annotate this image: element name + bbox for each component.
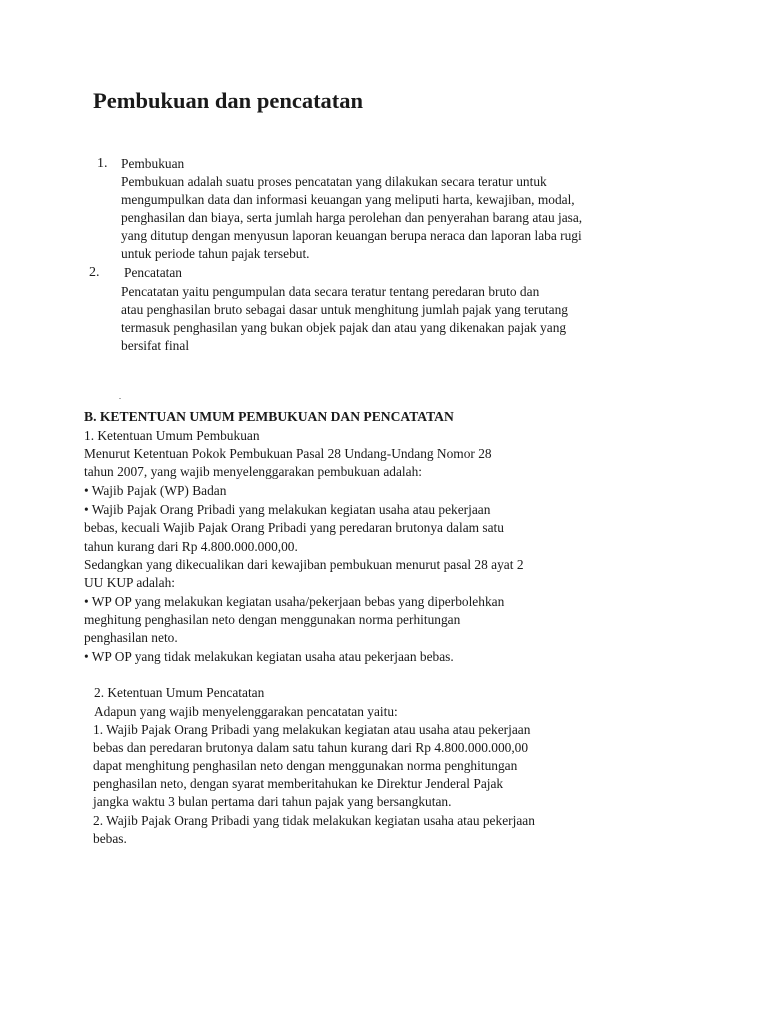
paragraph-line: Pencatatan yaitu pengumpulan data secara teratur tentang peredaran bruto dan (121, 284, 540, 299)
list-heading-pembukuan: Pembukuan (121, 156, 185, 171)
section-2-line: bebas. (93, 831, 127, 846)
paragraph-line: Pembukuan adalah suatu proses pencatatan yang dilakukan secara teratur untuk (121, 174, 547, 189)
bullet-item: • Wajib Pajak (WP) Badan (84, 483, 227, 498)
section-2-line: 1. Wajib Pajak Orang Pribadi yang melakukan kegiatan atau usaha atau pekerjaan (93, 722, 531, 737)
stray-dot: . (119, 392, 121, 401)
list-number-2: 2. (89, 265, 100, 280)
bullet-item: • Wajib Pajak Orang Pribadi yang melakukan kegiatan usaha atau pekerjaan (84, 502, 491, 517)
section-2-line: bebas dan peredaran brutonya dalam satu tahun kurang dari Rp 4.800.000.000,00 (93, 740, 529, 755)
paragraph-line: atau penghasilan bruto sebagai dasar untuk menghitung jumlah pajak yang terutang (121, 302, 568, 317)
paragraph-line: yang ditutup dengan menyusun laporan keuangan berupa neraca dan laporan laba rugi (121, 228, 582, 243)
section-b-line: tahun 2007, yang wajib menyelenggarakan pembukuan adalah: (84, 464, 423, 479)
list-number-1: 1. (97, 156, 108, 171)
section-b-line: penghasilan neto. (84, 630, 178, 645)
section-b-line: meghitung penghasilan neto dengan menggunakan norma perhitungan (84, 612, 461, 627)
bullet-item: • WP OP yang melakukan kegiatan usaha/pekerjaan bebas yang diperbolehkan (84, 594, 505, 609)
section-2-line: 2. Wajib Pajak Orang Pribadi yang tidak melakukan kegiatan usaha atau pekerjaan (93, 813, 535, 828)
paragraph-line: termasuk penghasilan yang bukan objek pajak dan atau yang dikenakan pajak yang (121, 320, 567, 335)
bullet-item: • WP OP yang tidak melakukan kegiatan usaha atau pekerjaan bebas. (84, 649, 454, 664)
section-b-line: Menurut Ketentuan Pokok Pembukuan Pasal 28 Undang-Undang Nomor 28 (84, 446, 492, 461)
section-2-line: Adapun yang wajib menyelenggarakan pencatatan yaitu: (94, 704, 398, 719)
list-heading-pencatatan: Pencatatan (124, 265, 182, 280)
section-2-heading: 2. Ketentuan Umum Pencatatan (94, 685, 265, 700)
paragraph-line: mengumpulkan data dan informasi keuangan yang meliputi harta, kewajiban, modal, (121, 192, 575, 207)
paragraph-line: bersifat final (121, 338, 190, 353)
paragraph-line: penghasilan dan biaya, serta jumlah harga perolehan dan penyerahan barang atau jasa, (121, 210, 583, 225)
section-b-heading: B. KETENTUAN UMUM PEMBUKUAN DAN PENCATATAN (84, 409, 454, 424)
page-title: Pembukuan dan pencatatan (93, 88, 364, 113)
section-b-line: UU KUP adalah: (84, 575, 175, 590)
section-2-line: penghasilan neto, dengan syarat memberitahukan ke Direktur Jenderal Pajak (93, 776, 504, 791)
section-b-line: 1. Ketentuan Umum Pembukuan (84, 428, 260, 443)
section-2-line: dapat menghitung penghasilan neto dengan menggunakan norma penghitungan (93, 758, 518, 773)
section-2-line: jangka waktu 3 bulan pertama dari tahun pajak yang bersangkutan. (93, 794, 452, 809)
section-b-line: bebas, kecuali Wajib Pajak Orang Pribadi yang peredaran brutonya dalam satu (84, 520, 504, 535)
section-b-line: tahun kurang dari Rp 4.800.000.000,00. (84, 539, 298, 554)
section-b-line: Sedangkan yang dikecualikan dari kewajiban pembukuan menurut pasal 28 ayat 2 (84, 557, 524, 572)
paragraph-line: untuk periode tahun pajak tersebut. (121, 246, 310, 261)
